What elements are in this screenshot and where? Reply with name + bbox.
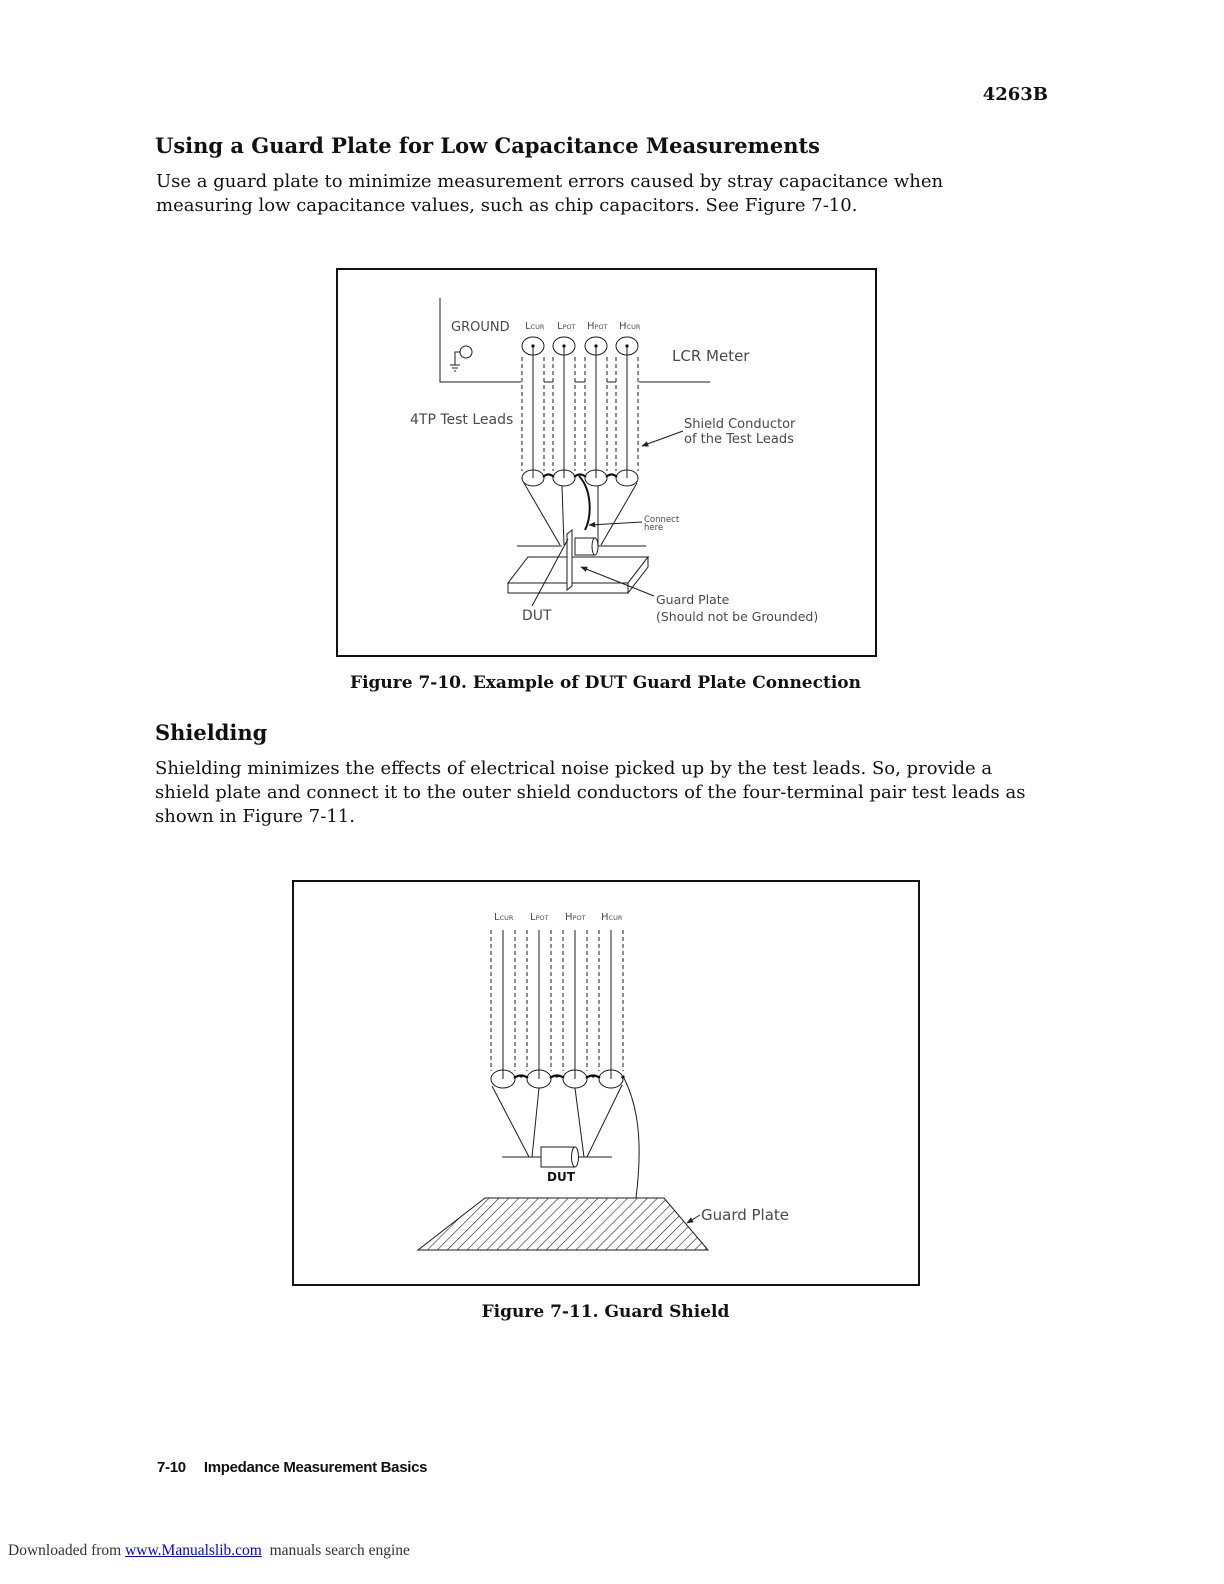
- body-line: Shielding minimizes the effects of electrical noise picked up by the test leads. So, provide a: [155, 758, 993, 779]
- shield-to-plate-wire: [624, 1078, 639, 1198]
- shield-conductor-label: Shield Conductor: [684, 417, 796, 432]
- guard-plate-pointer-arrow: [687, 1215, 700, 1223]
- guard-plate-connection-diagram: [336, 268, 877, 657]
- connect-here-label: Connect: [644, 515, 680, 525]
- ground-terminal-icon: [450, 346, 472, 371]
- lead-label-lpot: LPOT: [557, 321, 576, 332]
- meter-connectors: [522, 337, 638, 355]
- section-title-guard-plate: Using a Guard Plate for Low Capacitance Measurements: [155, 133, 820, 158]
- download-notice: [8, 1542, 410, 1560]
- guard-plate-note: (Should not be Grounded): [656, 609, 819, 624]
- dut-label: DUT: [547, 1170, 575, 1184]
- lcr-meter-outline: [440, 298, 710, 382]
- lead-label-lpot: LPOT: [530, 912, 549, 923]
- guard-plate-label: Guard Plate: [656, 592, 730, 607]
- figure-7-10: [336, 268, 877, 657]
- ground-label: GROUND: [451, 320, 510, 335]
- lead-label-hcur: HCUR: [619, 321, 641, 332]
- section-body-shielding: [155, 757, 1025, 829]
- body-line: shield plate and connect it to the outer shield conductors of the four-terminal pair test leads as: [155, 782, 1026, 803]
- lead-label-lcur: LCUR: [525, 321, 545, 332]
- test-leads-label: 4TP Test Leads: [410, 412, 514, 428]
- figure-caption: Figure 7-11. Guard Shield: [481, 1302, 730, 1322]
- lcr-meter-label: LCR Meter: [672, 347, 750, 365]
- lead-center-conductors: [503, 930, 611, 1079]
- test-fixture-board: [508, 557, 648, 593]
- electrode-leads: [492, 1085, 622, 1157]
- manualslib-link[interactable]: www.Manualslib.com: [125, 1542, 262, 1559]
- lead-shield-conductors: [491, 930, 623, 1071]
- figure-caption: Figure 7-10. Example of DUT Guard Plate Connection: [350, 673, 861, 693]
- connect-pointer-arrow: [589, 522, 642, 525]
- dut-component: [575, 538, 598, 555]
- electrode-leads: [524, 483, 637, 545]
- dut-label: DUT: [522, 608, 552, 624]
- shield-conductor-label: of the Test Leads: [684, 432, 794, 447]
- model-number: 4263B: [982, 84, 1048, 105]
- guard-shield-diagram: [292, 880, 920, 1286]
- shield-pointer-arrow: [642, 431, 683, 446]
- lead-label-lcur: LCUR: [494, 912, 514, 923]
- body-line: shown in Figure 7-11.: [155, 806, 355, 827]
- section-title-shielding: Shielding: [155, 720, 268, 745]
- dut-component: [541, 1147, 579, 1167]
- lead-center-conductors: [533, 346, 627, 478]
- section-body-guard-plate: [156, 170, 943, 218]
- download-suffix: manuals search engine: [269, 1542, 410, 1559]
- body-line: measuring low capacitance values, such as chip capacitors. See Figure 7-10.: [156, 195, 858, 216]
- lead-label-hcur: HCUR: [601, 912, 623, 923]
- footer-section-title: Impedance Measurement Basics: [203, 1459, 428, 1476]
- figure-7-11: [292, 880, 920, 1286]
- guard-plate: [418, 1198, 708, 1250]
- connect-here-label: here: [644, 523, 664, 533]
- body-line: Use a guard plate to minimize measurement errors caused by stray capacitance when: [156, 171, 944, 192]
- lead-label-hpot: HPOT: [565, 912, 586, 923]
- connector-dots: [531, 344, 628, 347]
- page-footer: [157, 1458, 427, 1478]
- guard-plate-label: Guard Plate: [701, 1206, 790, 1224]
- page-number: 7-10: [157, 1459, 186, 1476]
- lead-end-connectors: [491, 1070, 623, 1088]
- lead-shield-conductors: [522, 357, 638, 471]
- shield-tie-dots: [519, 1074, 624, 1078]
- lead-label-hpot: HPOT: [587, 321, 608, 332]
- download-prefix: Downloaded from: [8, 1542, 122, 1559]
